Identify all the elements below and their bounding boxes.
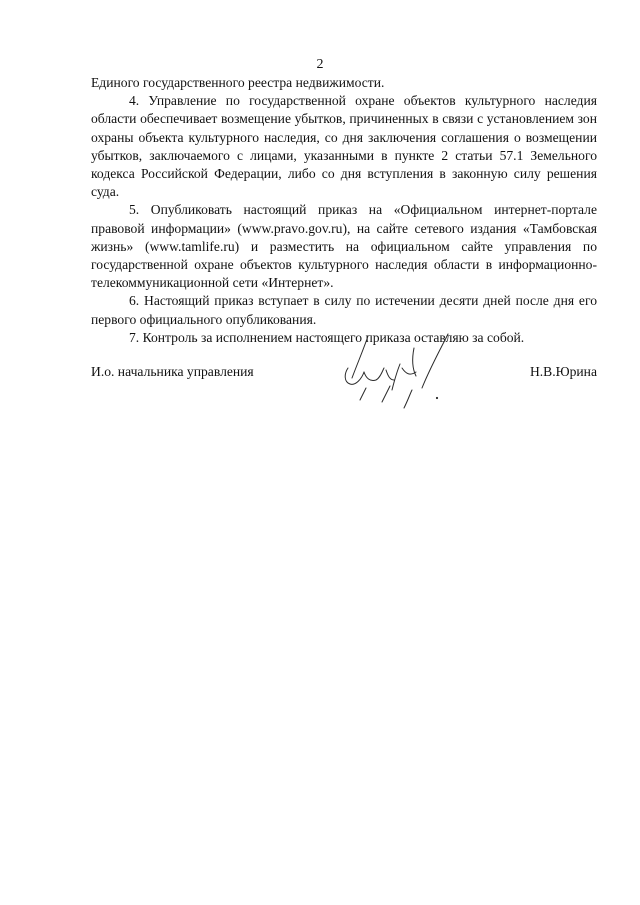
page-number: 2 (316, 57, 324, 72)
signer-name: Н.В.Юрина (529, 364, 597, 379)
paragraph-item-5: 5. Опубликовать настоящий приказ на «Официальном интернет-портале правовой информации» (www.pravo.gov.ru), на сайте сетевого издания «Тамбовская жизнь» (www.tamlife.ru) и разместить на официальном сайте управления по государственной охране объектов культурного наследия области в информационно-телекоммуникационной сети «Интернет». (91, 202, 597, 291)
document-body (91, 74, 597, 347)
paragraph-continuation: Единого государственного реестра недвижимости. (91, 75, 385, 90)
paragraph-item-6: 6. Настоящий приказ вступает в силу по истечении десяти дней после дня его первого официального опубликования. (91, 293, 597, 327)
signature-block (91, 364, 597, 384)
paragraph-item-7: 7. Контроль за исполнением настоящего приказа оставляю за собой. (129, 329, 525, 345)
paragraph-item-4: 4. Управление по государственной охране объектов культурного наследия области обеспечивает возмещение убытков, причиненных в связи с установлением зон охраны объекта культурного наследия, со дня заключения соглашения о возмещении убытков, заключаемого с лицами, указанными в пункте 2 статьи 57.1 Земельного кодекса Российской Федерации, либо со дня вступления в законную силу решения суда. (91, 93, 597, 200)
signer-position: И.о. начальника управления (91, 364, 254, 379)
